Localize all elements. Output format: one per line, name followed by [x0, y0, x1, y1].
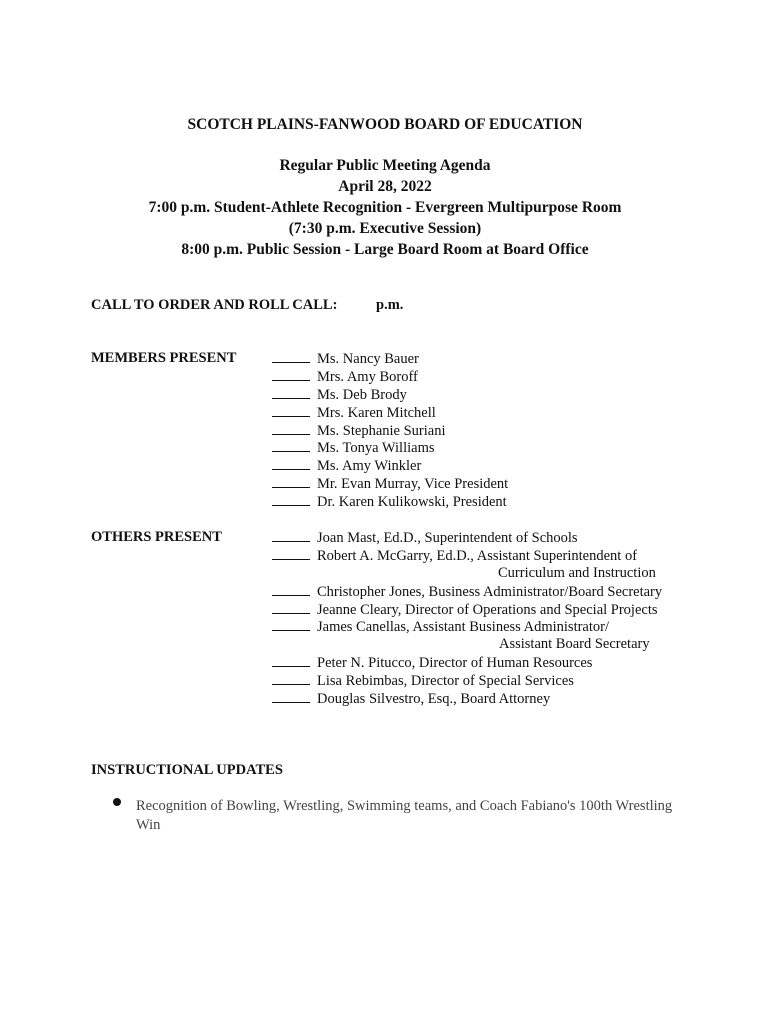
staff-name: Robert A. McGarry, Ed.D., Assistant Superintendent of	[317, 547, 638, 564]
meeting-type: Regular Public Meeting Agenda	[279, 157, 491, 174]
member-name: Ms. Amy Winkler	[317, 458, 422, 475]
others-list	[272, 529, 662, 708]
bullet-item: Recognition of Bowling, Wrestling, Swimming teams, and Coach Fabiano's 100th Wrestling Win	[136, 798, 673, 833]
list-item	[272, 404, 508, 422]
list-item	[272, 654, 662, 672]
call-to-order-label: CALL TO ORDER AND ROLL CALL:	[91, 297, 338, 313]
schedule-line-1: 7:00 p.m. Student-Athlete Recognition - Evergreen Multipurpose Room	[148, 199, 622, 216]
list-item	[272, 672, 662, 690]
list-item	[272, 475, 508, 493]
list-item	[272, 690, 662, 708]
list-item-continuation	[272, 565, 662, 583]
attendance-blank[interactable]	[272, 672, 310, 685]
staff-title-continued: Curriculum and Instruction	[498, 564, 656, 581]
list-item	[272, 386, 508, 404]
attendance-blank[interactable]	[272, 654, 310, 667]
attendance-blank[interactable]	[272, 404, 310, 417]
list-item	[272, 350, 508, 368]
member-name: Mr. Evan Murray, Vice President	[317, 476, 509, 493]
list-item	[272, 457, 508, 475]
member-name: Ms. Deb Brody	[317, 386, 407, 403]
attendance-blank[interactable]	[272, 439, 310, 452]
staff-name: Jeanne Cleary, Director of Operations and Special Projects	[317, 601, 658, 618]
list-item	[272, 618, 662, 636]
attendance-blank[interactable]	[272, 422, 310, 435]
staff-name: Lisa Rebimbas, Director of Special Services	[317, 673, 574, 690]
call-to-order-time: p.m.	[376, 297, 404, 313]
list-item	[272, 601, 662, 619]
bullet-icon	[113, 798, 121, 806]
members-list	[272, 350, 508, 511]
attendance-blank[interactable]	[272, 529, 310, 542]
staff-title-continued: Assistant Board Secretary	[499, 636, 650, 653]
list-item	[272, 422, 508, 440]
attendance-blank[interactable]	[272, 457, 310, 470]
list-item	[272, 368, 508, 386]
organization-title: SCOTCH PLAINS-FANWOOD BOARD OF EDUCATION	[187, 116, 583, 133]
member-name: Ms. Tonya Williams	[317, 440, 435, 457]
member-name: Dr. Karen Kulikowski, President	[317, 494, 507, 511]
staff-name: Peter N. Pitucco, Director of Human Resources	[317, 655, 593, 672]
attendance-blank[interactable]	[272, 493, 310, 506]
attendance-blank[interactable]	[272, 618, 310, 631]
list-item	[272, 439, 508, 457]
attendance-blank[interactable]	[272, 583, 310, 596]
staff-name: Christopher Jones, Business Administrator/Board Secretary	[317, 583, 663, 600]
others-present-label: OTHERS PRESENT	[91, 529, 222, 545]
list-item	[272, 547, 662, 565]
list-item-continuation	[272, 636, 662, 654]
schedule-line-3: 8:00 p.m. Public Session - Large Board Room at Board Office	[181, 241, 589, 258]
list-item	[272, 493, 508, 511]
member-name: Mrs. Karen Mitchell	[317, 404, 436, 421]
list-item	[272, 583, 662, 601]
instructional-updates-label: INSTRUCTIONAL UPDATES	[91, 762, 283, 778]
member-name: Ms. Stephanie Suriani	[317, 422, 446, 439]
list-item	[272, 529, 662, 547]
attendance-blank[interactable]	[272, 690, 310, 703]
attendance-blank[interactable]	[272, 601, 310, 614]
member-name: Ms. Nancy Bauer	[317, 351, 419, 367]
attendance-blank[interactable]	[272, 386, 310, 399]
members-present-label: MEMBERS PRESENT	[91, 350, 237, 366]
attendance-blank[interactable]	[272, 547, 310, 560]
staff-name: Douglas Silvestro, Esq., Board Attorney	[317, 691, 551, 708]
meeting-date: April 28, 2022	[338, 178, 432, 195]
attendance-blank[interactable]	[272, 350, 310, 363]
staff-name: James Canellas, Assistant Business Administrator/	[317, 619, 610, 636]
attendance-blank[interactable]	[272, 475, 310, 488]
staff-name: Joan Mast, Ed.D., Superintendent of Schools	[317, 530, 578, 546]
member-name: Mrs. Amy Boroff	[317, 368, 418, 385]
attendance-blank[interactable]	[272, 368, 310, 381]
schedule-line-2: (7:30 p.m. Executive Session)	[288, 220, 482, 237]
